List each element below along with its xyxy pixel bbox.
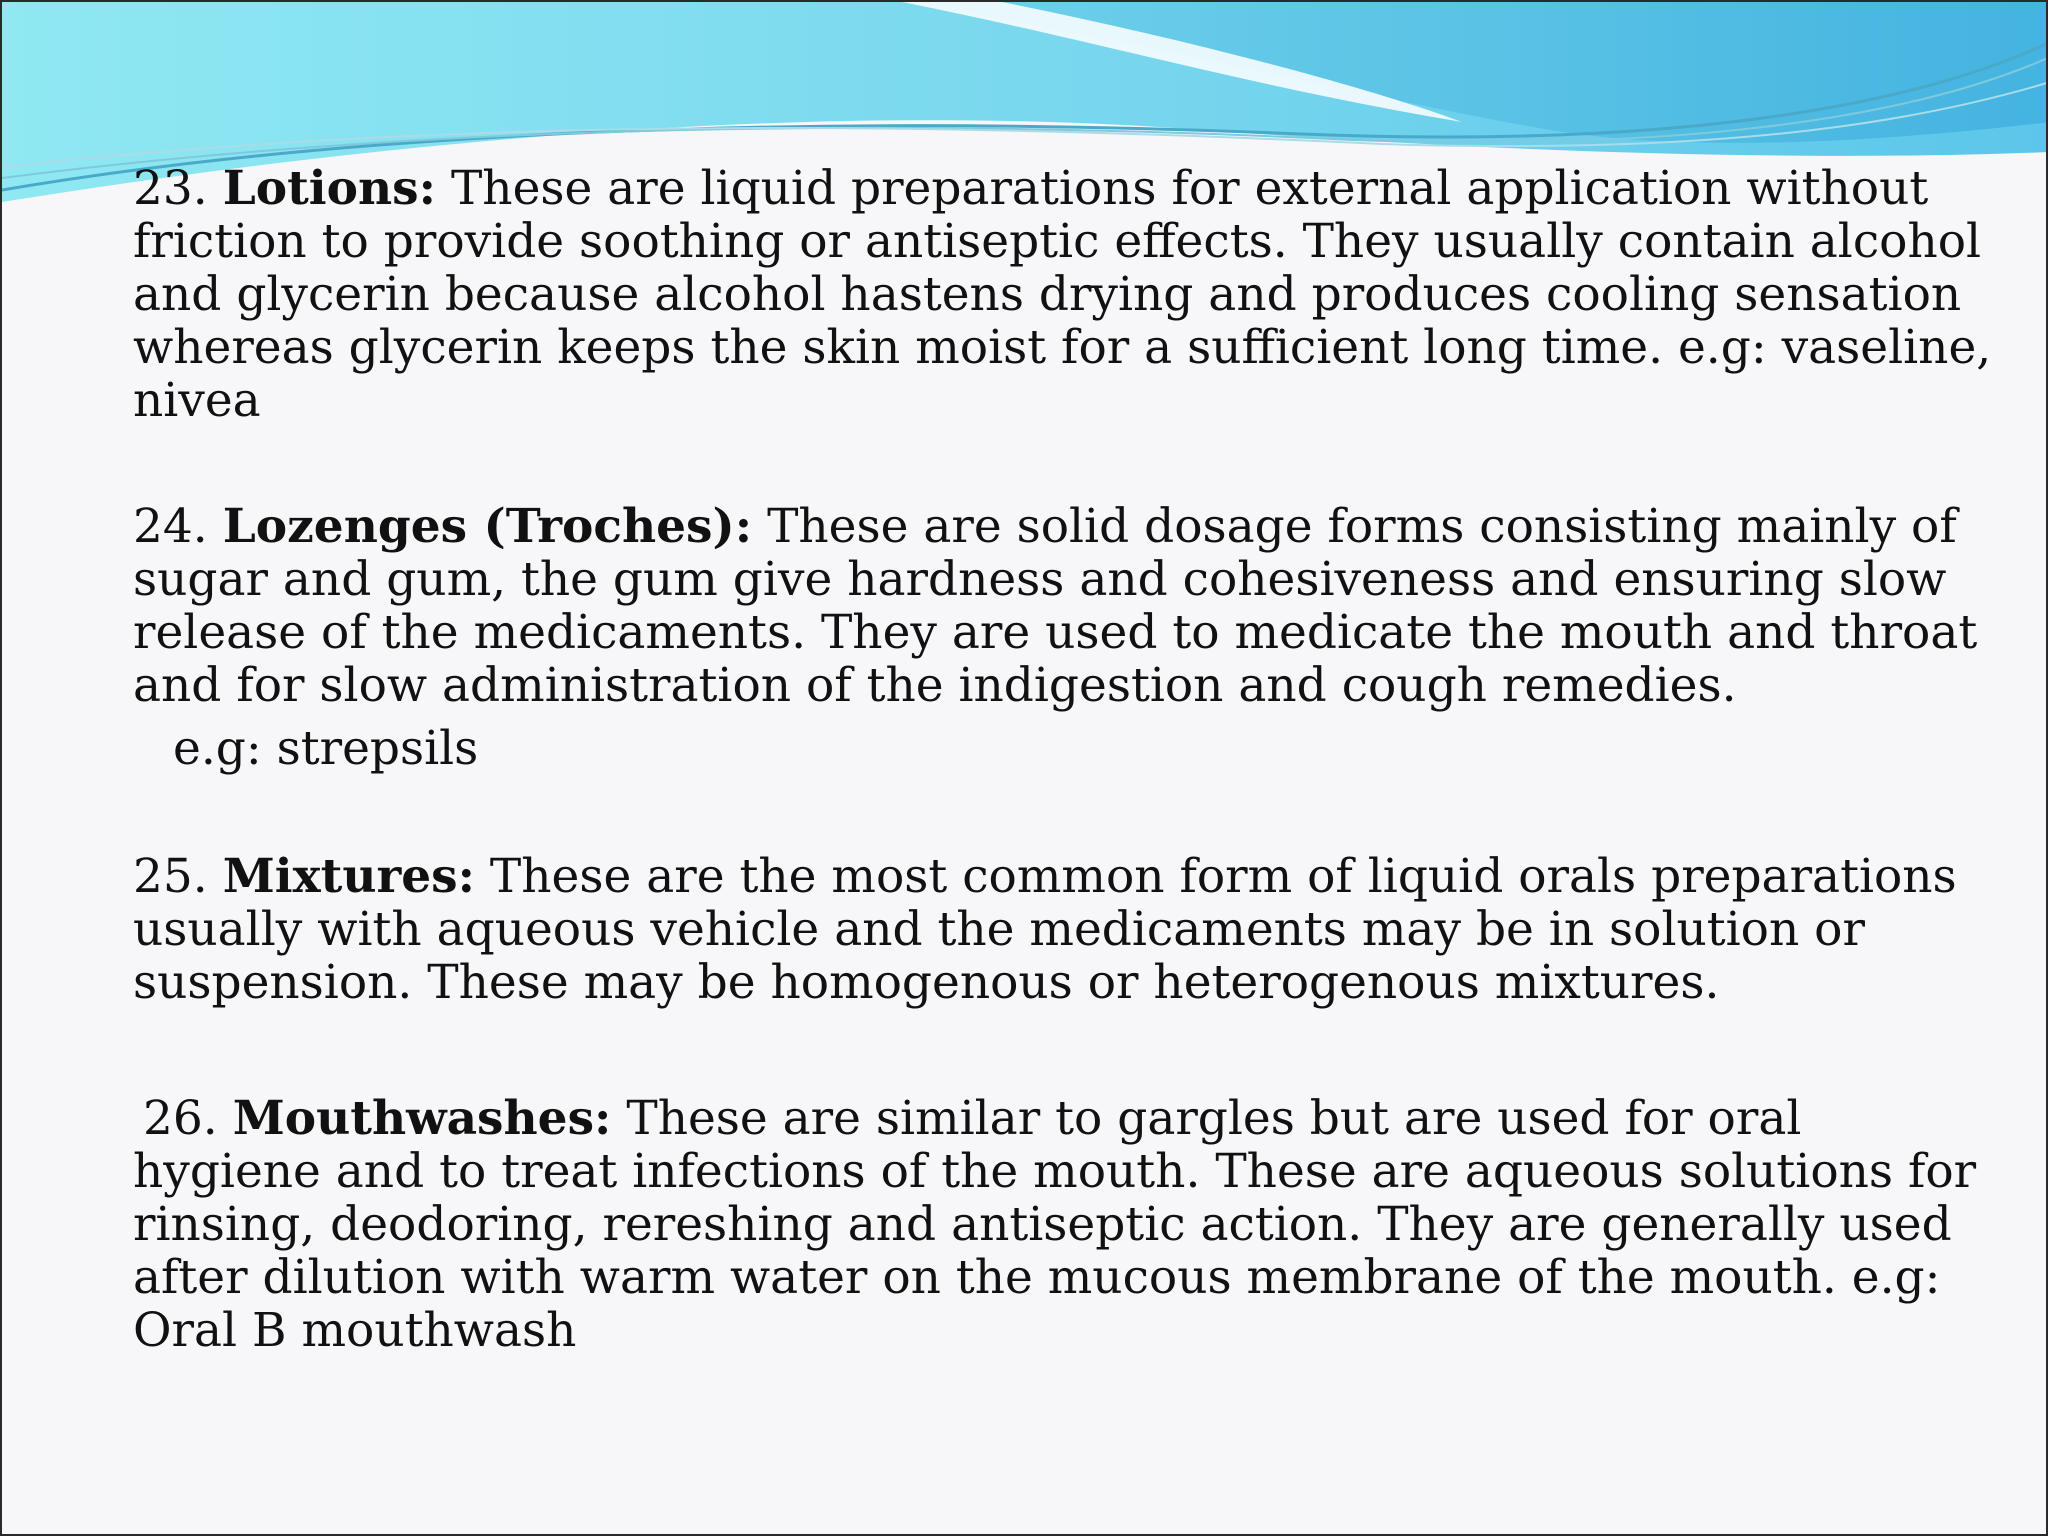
definition-lozenges [133,500,1993,775]
item-label: Mixtures: [222,849,475,904]
item-label: Lotions: [222,161,436,216]
item-number: 26. [143,1091,218,1146]
definition-lotions [133,162,1993,427]
item-example: e.g: strepsils [173,721,479,776]
item-text: These are similar to gargles but are used for oral hygiene and to treat infections of the mouth. These are aqueous solutions for rinsing, deodoring, rereshing and antiseptic action. They are generally used after dilution with warm water on the mucous membrane of the mouth. e.g: Oral B mouthwash [133,1091,1977,1358]
definition-mouthwashes [133,1092,1993,1357]
definition-mixtures [133,850,1993,1009]
item-text: These are the most common form of liquid orals preparations usually with aqueous vehicle and the medicaments may be in solution or suspension. These may be homogenous or heterogenous mixtures. [133,849,1957,1010]
item-label: Lozenges (Troches): [222,499,753,554]
item-label: Mouthwashes: [232,1091,612,1146]
item-text: These are solid dosage forms consisting mainly of sugar and gum, the gum give hardness and cohesiveness and ensuring slow release of the medicaments. They are used to medicate the mouth and throat and for slow administration of the indigestion and cough remedies. [133,499,1978,713]
item-number: 23. [133,161,208,216]
item-number: 24. [133,499,208,554]
item-number: 25. [133,849,208,904]
item-text: These are liquid preparations for external application without friction to provide soothing or antiseptic effects. They usually contain alcohol and glycerin because alcohol hastens drying and produces cooling sensation whereas glycerin keeps the skin moist for a sufficient long time. e.g: vaseline, nivea [133,161,1992,428]
